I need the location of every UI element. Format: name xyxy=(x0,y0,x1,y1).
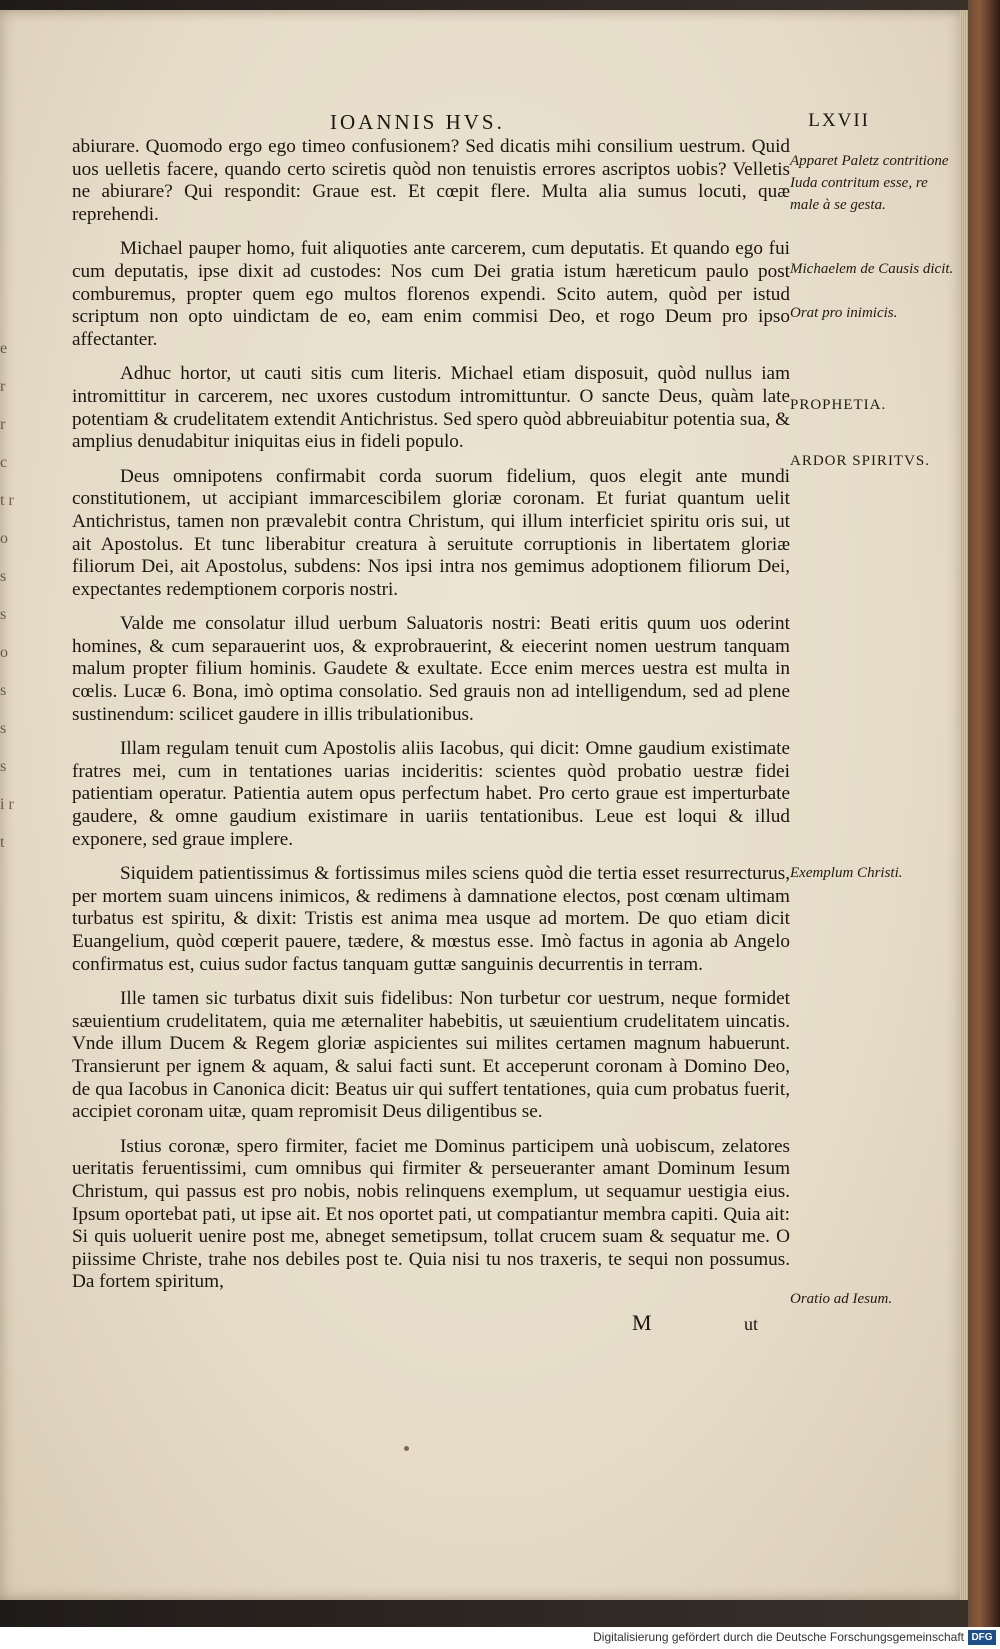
running-title: IOANNIS HVS. xyxy=(330,110,505,134)
paragraph: Illam regulam tenuit cum Apostolis aliis Iacobus, qui dicit: Omne gaudium existimate fratres mei, cum in tentationes uarias incideritis: scientes quòd probatio uestræ fidei patientiam operatur. Patientia autem opus perfectum habet. Pro certo graue est imperturbate gaudere, & omne gaudium existimare in uariis tentationibus. Leue est loqui & illud exponere, sed graue implere. xyxy=(72,738,790,850)
marginal-note: ARDOR SPIRITVS. xyxy=(790,453,931,469)
marginal-note: Orat pro inimicis. xyxy=(790,305,898,321)
marginal-note: Apparet Paletz contritione Iuda contritum esse, re male à se gesta. xyxy=(790,153,949,213)
paragraph: Ille tamen sic turbatus dixit suis fidelibus: Non turbetur cor uestrum, neque formidet sæuientium crudelitatem, quia me æternaliter habebitis, ut sæuientium crudelitatem uincatis. Vnde illum Ducem & Regem gloriæ aspicientes sui milites certamen magnum habuerunt. Transierunt per ignem & aquam, & salui facti sunt. Et acceperunt coronam à Domino Deo, de qua Iacobus in Canonica dicit: Beatus uir qui suffert tentationes, quia cum probatus fuerit, accipiet coronam uitæ, quam repromisit Deus diligentibus se. xyxy=(72,988,790,1123)
paragraph: abiurare. Quomodo ergo ego timeo confusionem? Sed dicatis mihi consilium uestrum. Quid uos uelletis facere, quando certo sciretis quòd non tenuistis errores ascriptos uobis? Velletis ne abiurare? Qui respondit: Graue est. Et cœpit flere. Multa alia sumus locuti, quæ reprehendi. xyxy=(72,136,790,225)
paragraph: Siquidem patientissimus & fortissimus miles sciens quòd die tertia esset resurrecturus, per mortem suam uincens inimicos, & redimens à damnatione electos, post cœnam ultimam turbatus est spiritu, & dixit: Tristis est anima mea usque ad mortem. De quo etiam dicit Euangelium, quòd cœperit pauere, tædere, & mœstus esse. Imò factus in agonia ab Angelo confirmatus est, cuius sudor factus tanquam guttæ sanguinis decurrentis in terram. xyxy=(72,863,790,975)
paragraph: Adhuc hortor, ut cauti sitis cum literis. Michael etiam disposuit, quòd nullus iam intromittitur in carcerem, nec uxores custodum intromittuntur. O sancte Deus, quàm late potentiam & crudelitatem extendit Antichristus. Sed spero quòd abbreuiabitur potentia sua, & amplius denudabitur iniquitas eius in fideli populo. xyxy=(72,363,790,453)
page-header xyxy=(330,110,870,136)
facing-page-bleed: e r r c t r o s s o s s s i r t xyxy=(0,340,14,851)
funding-credit: Digitalisierung gefördert durch die Deutsche Forschungsgemeinschaft xyxy=(593,1630,964,1644)
folio-number: LXVII xyxy=(808,110,870,131)
paragraph: Michael pauper homo, fuit aliquoties ante carcerem, cum deputatis. Et quando ego fui cum deputatis, ipse dixit ad custodes: Nos cum Dei gratia istum hæreticum paulo post comburemus, propter quem ego multos florenos expendi. Scito autem, quòd per istud scriptum non opto uindictam de eo, eam enim commisi Deo, et rogo Deum pro ipso affectanter. xyxy=(72,238,790,350)
marginal-note: Oratio ad Iesum. xyxy=(790,1291,893,1307)
paragraph: Valde me consolatur illud uerbum Saluatoris nostri: Beati eritis quum uos oderint homines, & cum separauerint uos, & exprobrauerint, & eiecerint nomen uestrum tanquam malum propter filium hominis. Gaudete & exultate. Ecce enim merces uestra est multa in cœlis. Lucæ 6. Bona, imò optima consolatio. Sed grauis non ad intelligendum, sed ad plene sustinendum: scilicet gaudere in illis tribulationibus. xyxy=(72,613,790,725)
marginal-note: Michaelem de Causis dicit. xyxy=(790,261,954,277)
paper-speck xyxy=(404,1446,409,1451)
marginal-note: PROPHETIA. xyxy=(790,397,887,413)
footer-bar xyxy=(0,1627,1000,1649)
book-spine xyxy=(968,0,1000,1649)
paragraph: Deus omnipotens confirmabit corda suorum fidelium, quos elegit ante mundi constitutionem, ut accipiant immarcescibilem gloriæ coronam. Et furiat quantum uelit Antichristus, tamen non prævalebit contra Christum, qui illum interficiet spiritu oris sui, ut ait Apostolus. Et tunc liberabitur creatura à seruitute corruptionis in libertatem gloriæ filiorum Dei, ait Apostolus, subdens: Nos ipsi intra nos gemimus adoptionem filiorum Dei, expectantes redemptionem corporis nostri. xyxy=(72,465,790,600)
dfg-logo: DFG xyxy=(968,1630,996,1645)
signature-mark: M xyxy=(632,1310,652,1335)
marginal-note: Exemplum Christi. xyxy=(790,865,903,881)
main-text-column xyxy=(72,136,790,1306)
catchword: ut xyxy=(744,1314,759,1334)
paragraph: Istius coronæ, spero firmiter, faciet me Dominus participem unà uobiscum, zelatores ueritatis feruentissimi, cum omnibus qui firmiter & perseueranter amant Dominum Iesum Christum, qui passus est pro nobis, nobis relinquens exemplum, ut sequamur uestigia eius. Ipsum oportebat pati, ut ipse ait. Et nos oportet pati, ut compatiantur membra capiti. Quia ait: Si quis uoluerit uenire post me, abneget semetipsum, tollat crucem suam & sequatur me. O piissime Christe, trahe nos debiles post te. Quia nisi tu nos traxeris, te sequi non possumus. Da fortem spiritum, xyxy=(72,1135,790,1293)
